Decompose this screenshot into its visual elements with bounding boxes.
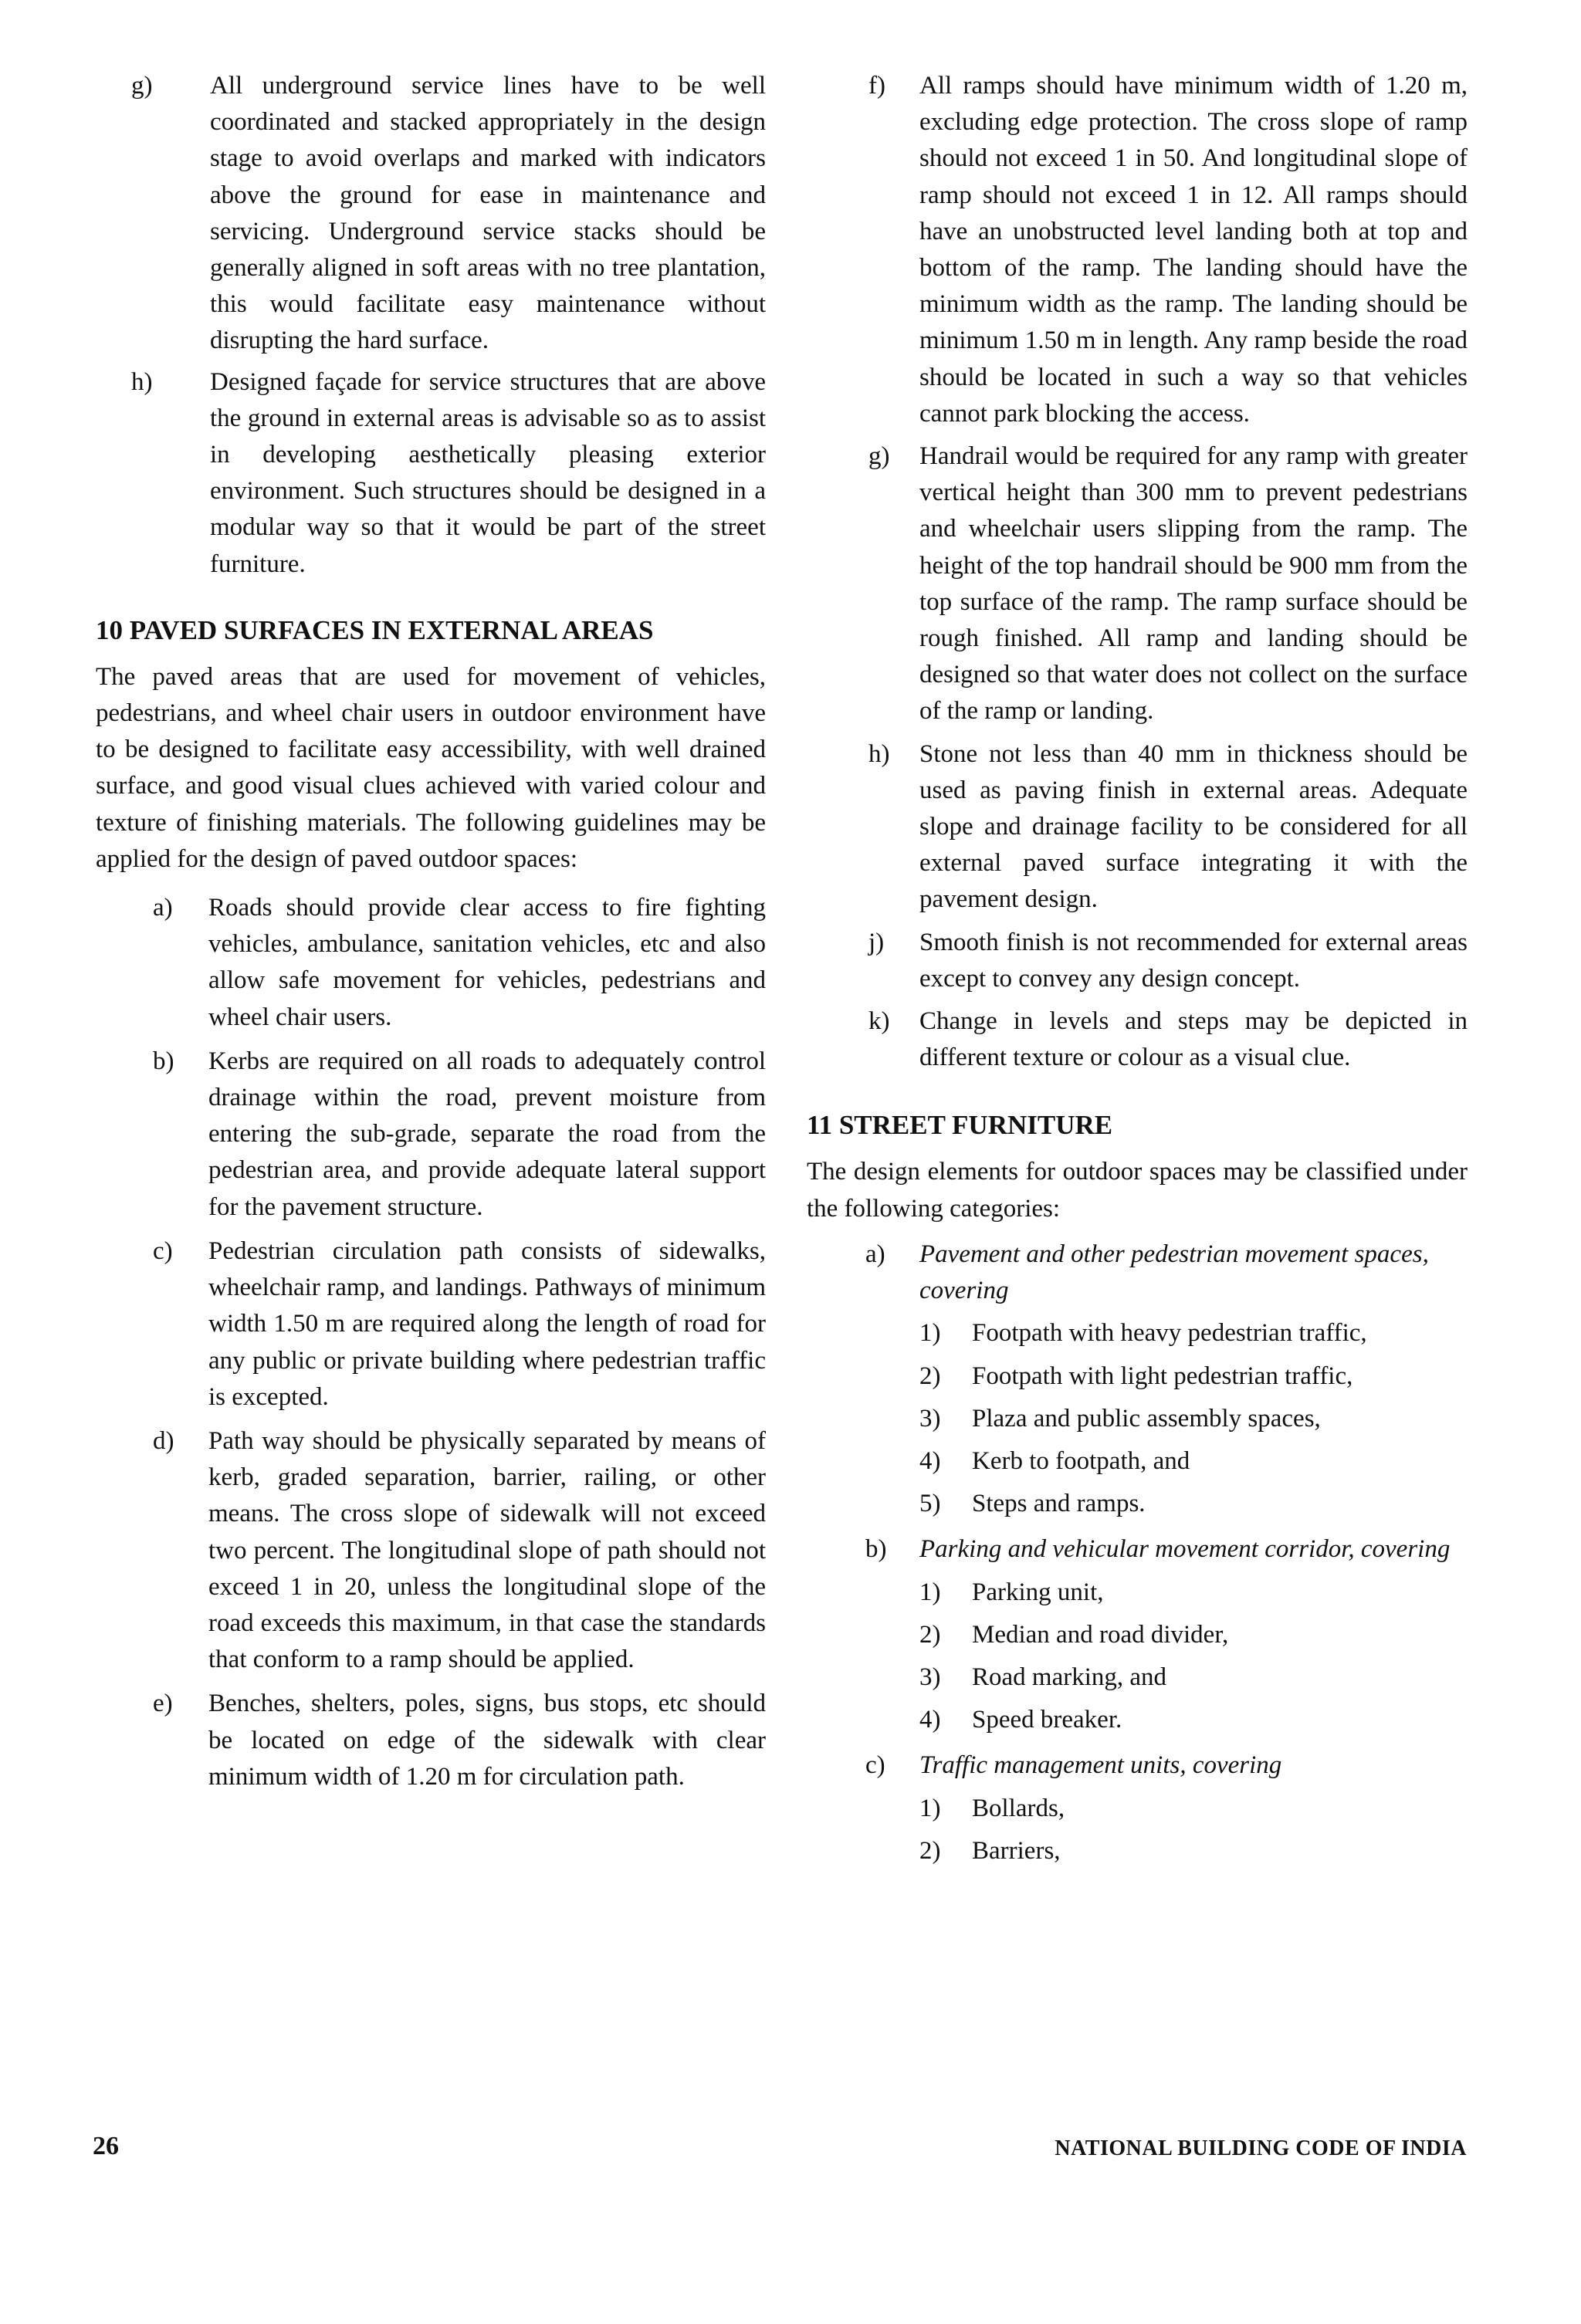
section-intro: The design elements for outdoor spaces may be classified under the following categories: xyxy=(807,1158,1468,1223)
sub-list-marker: 3) xyxy=(919,1404,941,1433)
list-item-text: Stone not less than 40 mm in thickness should be used as paving finish in external areas. Adequate slope and drainage facility to be considered for all external paved surface integrating it with the pavement design. xyxy=(919,739,1468,914)
category-title: Parking and vehicular movement corridor, covering xyxy=(919,1535,1451,1564)
list-marker: e) xyxy=(153,1690,173,1718)
sub-list-item xyxy=(807,1315,1468,1351)
sub-list-marker: 5) xyxy=(919,1490,941,1518)
sub-list-item xyxy=(807,1575,1468,1611)
category-item xyxy=(807,1747,1468,1784)
sub-list-item xyxy=(807,1617,1468,1653)
list-item xyxy=(96,1233,766,1416)
list-item xyxy=(96,890,766,1036)
list-item xyxy=(96,1423,766,1678)
sub-list-marker: 1) xyxy=(919,1578,941,1606)
sub-list-item xyxy=(807,1791,1468,1827)
sub-list-text: Road marking, and xyxy=(972,1663,1167,1691)
list-marker: b) xyxy=(153,1047,174,1075)
list-item-text: All ramps should have minimum width of 1.20 m, excluding edge protection. The cross slope of ramp should not exceed 1 in 50. And longitudinal slope of ramp should not exceed 1 in 12. All ramps should have an unobstructed level landing both at top and bottom of the ramp. The landing should have the minimum width as the ramp. The landing should be minimum 1.50 m in length. Any ramp beside the road should be located in such a way so that vehicles cannot park blocking the access. xyxy=(919,72,1468,428)
left-column xyxy=(96,68,766,1795)
sub-list-text: Speed breaker. xyxy=(972,1706,1122,1734)
list-item-text: Benches, shelters, poles, signs, bus stops, etc should be located on edge of the sidewalk with clear minimum width of 1.20 m for circulation path. xyxy=(208,1690,766,1791)
sub-list-marker: 2) xyxy=(919,1836,941,1865)
sub-list-marker: 2) xyxy=(919,1620,941,1649)
sub-list-text: Bollards, xyxy=(972,1794,1065,1822)
section-intro: The paved areas that are used for movement of vehicles, pedestrians, and wheel chair users in outdoor environment have to be designed to facilitate easy accessibility, with well drained surface, and good visual clues achieved with varied colour and texture of finishing materials. The following guidelines may be applied for the design of paved outdoor spaces: xyxy=(96,662,766,873)
section-heading: 11 STREET FURNITURE xyxy=(807,1110,1113,1141)
page-number: 26 xyxy=(93,2132,119,2160)
list-item xyxy=(96,1686,766,1795)
sub-list-text: Barriers, xyxy=(972,1836,1061,1865)
list-marker: j) xyxy=(868,928,885,956)
sub-list-text: Kerb to footpath, and xyxy=(972,1446,1190,1475)
list-marker: c) xyxy=(865,1751,885,1780)
list-item-text: Handrail would be required for any ramp with greater vertical height than 300 mm to prevent pedestrians and wheelchair users slipping from the ramp. The height of the top handrail should be 900 mm from the top surface of the ramp. The ramp surface should be rough finished. All ramp and landing should be designed so that water does not collect on the surface of the ramp or landing. xyxy=(919,442,1468,726)
sub-list-marker: 1) xyxy=(919,1319,941,1348)
sub-list-text: Plaza and public assembly spaces, xyxy=(972,1404,1321,1433)
list-item xyxy=(807,736,1468,918)
sub-list-marker: 4) xyxy=(919,1446,941,1475)
sub-list-marker: 1) xyxy=(919,1794,941,1822)
sub-list-text: Median and road divider, xyxy=(972,1620,1229,1649)
list-marker: h) xyxy=(868,739,890,768)
category-item xyxy=(807,1236,1468,1309)
list-item-text: Designed façade for service structures that are above the ground in external areas is advisable so as to assist in developing aesthetically pleasing exterior environment. Such structures should be designed in a modular way so that it would be part of the street furniture. xyxy=(210,367,766,578)
list-item-text: Path way should be physically separated by means of kerb, graded separation, barrier, railing, or other means. The cross slope of sidewalk will not exceed two percent. The longitudinal slope of path should not exceed 1 in 20, unless the longitudinal slope of the road exceeds this maximum, in that case the standards that conform to a ramp should be applied. xyxy=(208,1426,766,1674)
sub-list-item xyxy=(807,1659,1468,1696)
sub-list-marker: 4) xyxy=(919,1706,941,1734)
list-item xyxy=(807,68,1468,432)
sub-list-marker: 3) xyxy=(919,1663,941,1691)
list-marker: c) xyxy=(153,1236,173,1265)
list-item-text: All underground service lines have to be well coordinated and stacked appropriately in the design stage to avoid overlaps and marked with indicators above the ground for ease in maintenance and servicing. Underground service stacks should be generally aligned in soft areas with no tree plantation, this would facilitate easy maintenance without disrupting the hard surface. xyxy=(210,72,766,355)
sub-list-item xyxy=(807,1358,1468,1395)
list-item xyxy=(96,364,766,583)
list-item xyxy=(807,1003,1468,1076)
list-item-text: Pedestrian circulation path consists of sidewalks, wheelchair ramp, and landings. Pathways of minimum width 1.50 m are required along the length of road for any public or private building where pedestrian traffic is excepted. xyxy=(208,1236,766,1411)
list-item xyxy=(96,68,766,360)
sub-list-text: Steps and ramps. xyxy=(972,1490,1146,1518)
sub-list-marker: 2) xyxy=(919,1362,941,1390)
list-item xyxy=(807,438,1468,730)
list-marker: h) xyxy=(131,367,153,396)
category-item xyxy=(807,1531,1468,1568)
list-item-text: Kerbs are required on all roads to adequately control drainage within the road, prevent moisture from entering the sub-grade, separate the road from the pedestrian area, and provide adequate lateral support for the pavement structure. xyxy=(208,1047,766,1221)
category-title: Pavement and other pedestrian movement spaces, covering xyxy=(919,1240,1429,1305)
list-item-text: Smooth finish is not recommended for external areas except to convey any design concept. xyxy=(919,928,1468,993)
list-marker: k) xyxy=(868,1007,890,1036)
list-item-text: Roads should provide clear access to fire fighting vehicles, ambulance, sanitation vehicles, etc and also allow safe movement for vehicles, pedestrians and wheel chair users. xyxy=(208,894,766,1031)
sub-list-text: Parking unit, xyxy=(972,1578,1104,1606)
list-item xyxy=(807,925,1468,997)
list-marker: g) xyxy=(131,72,153,100)
category-title: Traffic management units, covering xyxy=(919,1751,1282,1780)
list-marker: f) xyxy=(868,72,885,100)
list-marker: g) xyxy=(868,442,890,471)
list-item xyxy=(96,1044,766,1226)
sub-list-item xyxy=(807,1702,1468,1738)
list-marker: b) xyxy=(865,1535,887,1564)
section-heading: 10 PAVED SURFACES IN EXTERNAL AREAS xyxy=(96,614,654,645)
sub-list-item xyxy=(807,1443,1468,1480)
sub-list-item xyxy=(807,1401,1468,1437)
list-marker: d) xyxy=(153,1426,174,1455)
running-footer: NATIONAL BUILDING CODE OF INDIA xyxy=(1055,2136,1467,2160)
sub-list-item xyxy=(807,1833,1468,1869)
list-item-text: Change in levels and steps may be depicted in different texture or colour as a visual clue. xyxy=(919,1007,1468,1072)
sub-list-text: Footpath with light pedestrian traffic, xyxy=(972,1362,1353,1390)
right-column xyxy=(807,68,1468,1869)
list-marker: a) xyxy=(865,1240,885,1268)
sub-list-item xyxy=(807,1486,1468,1522)
sub-list-text: Footpath with heavy pedestrian traffic, xyxy=(972,1319,1367,1348)
list-marker: a) xyxy=(153,894,173,922)
